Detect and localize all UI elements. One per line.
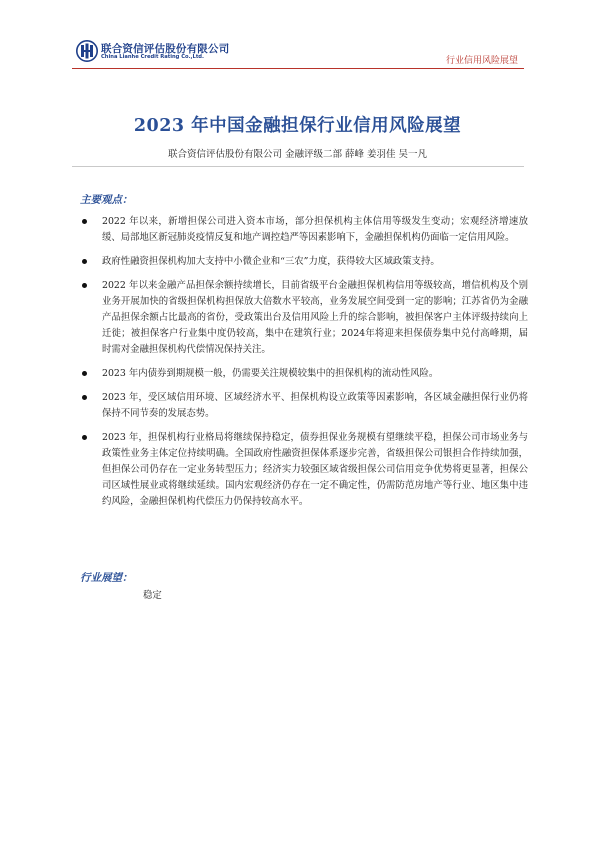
report-authors: 联合资信评估股份有限公司 金融评级二部 薛峰 姜羽佳 吴一凡 (167, 149, 428, 160)
logo-company-name-en: China Lianhe Credit Rating Co.,Ltd. (101, 54, 204, 60)
list-item (80, 430, 528, 510)
title-divider (72, 166, 524, 167)
bullet-icon (82, 283, 87, 288)
key-point-text: 2022 年以来，新增担保公司进入资本市场，部分担保机构主体信用等级发生变动；宏观经济增速放缓、局部地区新冠肺炎疫情反复和地产调控趋严等因素影响下，金融担保机构仍面临一定信用风险。 (102, 216, 528, 243)
page-header (0, 0, 595, 70)
lianhe-logo-icon (76, 40, 98, 62)
company-logo (76, 40, 236, 66)
logo-company-name-cn: 联合资信评估股份有限公司 (101, 43, 230, 55)
list-item (80, 366, 528, 382)
outlook-heading: 行业展望： (80, 572, 133, 584)
list-item (80, 278, 528, 358)
header-rule (72, 68, 524, 69)
bullet-icon (82, 435, 87, 440)
report-category-label: 行业信用风险展望 (445, 56, 518, 66)
key-points-heading: 主要观点： (80, 194, 133, 206)
bullet-icon (82, 395, 87, 400)
key-point-text: 政府性融资担保机构加大支持中小微企业和“三农”力度，获得较大区域政策支持。 (102, 256, 440, 267)
bullet-icon (82, 259, 87, 264)
key-points-list (80, 214, 528, 518)
outlook-value: 稳定 (143, 590, 162, 601)
list-item (80, 390, 528, 422)
list-item (80, 214, 528, 246)
bullet-icon (82, 371, 87, 376)
key-point-text: 2023 年，受区域信用环境、区域经济水平、担保机构设立政策等因素影响，各区域金融担保行业仍将保持不同节奏的发展态势。 (102, 392, 528, 419)
report-title: 2023 年中国金融担保行业信用风险展望 (133, 116, 462, 136)
list-item (80, 254, 528, 270)
bullet-icon (82, 219, 87, 224)
key-point-text: 2023 年，担保机构行业格局将继续保持稳定，债券担保业务规模有望继续平稳，担保公司市场业务与政策性业务主体定位持续明确。全国政府性融资担保体系逐步完善，省级担保公司银担合作持续加强，但担保公司仍存在一定业务转型压力；经济实力较强区域省级担保公司信用竞争优势将更显著，担保公司区域性展业或将继续延续。国内宏观经济仍存在一定不确定性，仍需防范房地产等行业、地区集中违约风险，金融担保机构代偿压力仍保持较高水平。 (102, 432, 528, 507)
key-point-text: 2023 年内债券到期规模一般，仍需要关注规模较集中的担保机构的流动性风险。 (102, 368, 439, 379)
key-point-text: 2022 年以来金融产品担保余额持续增长，目前省级平台金融担保机构信用等级较高，增信机构及个别业务开展加快的省级担保机构担保放大倍数水平较高，业务发展空间受到一定的影响；江苏省仍为金融产品担保余额占比最高的省份，受政策出台及信用风险上升的综合影响，被担保客户主体评级持续向上迁徙；被担保客户行业集中度仍较高，集中在建筑行业；2024年将迎来担保债券集中兑付高峰期，届时需对金融担保机构代偿情况保持关注。 (102, 280, 528, 355)
